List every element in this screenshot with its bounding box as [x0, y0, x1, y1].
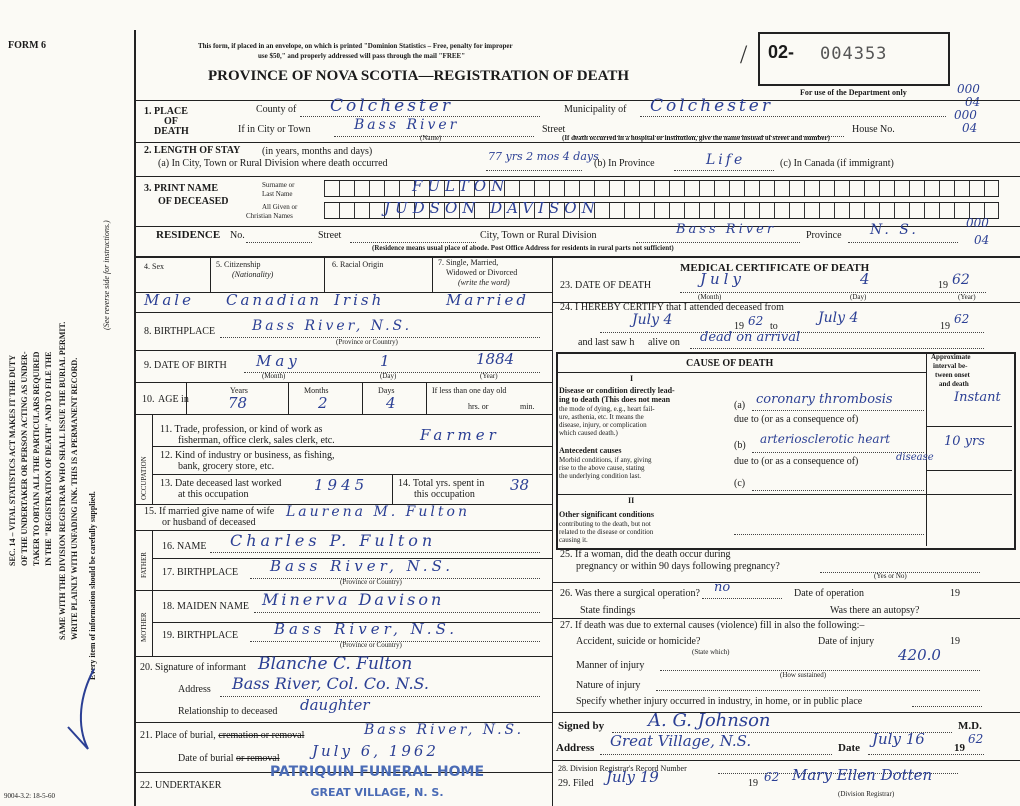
letter-box — [549, 180, 564, 196]
signed-by-value: A. G. Johnson — [648, 710, 771, 731]
letter-box — [654, 202, 669, 218]
letter-box — [609, 180, 624, 196]
residence-no-label: No. — [230, 230, 245, 241]
last-worked-label-1: 13. Date deceased last worked — [160, 478, 282, 489]
trade-label-2: fisherman, office clerk, sales clerk, etc. — [178, 435, 335, 446]
signed-date-value: July 16 — [872, 730, 925, 748]
age-label: AGE in — [158, 394, 189, 405]
city-value: Bass River — [354, 117, 460, 133]
mother-name-label: 18. MAIDEN NAME — [162, 601, 249, 612]
street-label: Street — [542, 124, 566, 135]
age-less-label: If less than one day old — [432, 386, 507, 395]
department-code-2: 04 — [965, 95, 981, 109]
letter-box — [804, 180, 819, 196]
father-birthplace-label: 17. BIRTHPLACE — [162, 567, 239, 578]
cause-b-value: arteriosclerotic heart — [760, 432, 891, 446]
letter-box — [354, 202, 369, 218]
letter-box — [324, 202, 339, 218]
letter-box — [789, 180, 804, 196]
father-name-value: Charles P. Fulton — [230, 531, 437, 550]
last-saw-label: and last saw h — [578, 337, 635, 348]
cause-b-interval: 10 yrs — [944, 434, 985, 449]
form-code: 9004-3.2: 18-5-60 — [4, 792, 55, 800]
state-findings-label: State findings — [580, 605, 636, 616]
letter-box — [924, 180, 939, 196]
letter-box — [879, 180, 894, 196]
stay-units: (in years, months and days) — [262, 146, 373, 157]
antecedent-text-2: Morbid conditions, if any, giving — [559, 456, 652, 464]
rule-place — [134, 142, 1020, 143]
letter-box — [984, 180, 999, 196]
side-instruction-3: TAKER TO OBTAIN ALL THE PARTICULARS REQUIRED — [32, 351, 41, 566]
letter-box — [369, 202, 384, 218]
disease-text-1: Disease or condition directly lead- — [559, 386, 675, 395]
department-code-1: 000 — [957, 82, 980, 96]
letter-box — [699, 202, 714, 218]
letter-box — [954, 180, 969, 196]
specify-label: Specify whether injury occurred in industry, in home, or in public place — [576, 696, 863, 707]
mail-notice-2: use $50," and properly addressed will pass through the mail "FREE" — [258, 52, 466, 60]
letter-box — [684, 180, 699, 196]
county-label: County of — [256, 104, 297, 115]
place-label-3: DEATH — [154, 126, 189, 137]
letter-box — [759, 202, 774, 218]
letter-box — [774, 180, 789, 196]
antecedent-text-1: Antecedent causes — [559, 446, 622, 455]
surname-label-2: Last Name — [262, 190, 293, 198]
letter-box — [879, 202, 894, 218]
letter-box — [744, 202, 759, 218]
physician-address-value: Great Village, N.S. — [610, 732, 752, 750]
residence-note: (Residence means usual place of abode. Post Office Address for residents in rural parts not sufficient) — [372, 244, 674, 252]
death-date-label: 23. DATE OF DEATH — [560, 280, 652, 291]
burial-strike-2: or removal — [236, 753, 280, 764]
spouse-label-1: 15. If married give name of wife — [144, 506, 275, 517]
operation-date-label: Date of operation — [794, 588, 864, 599]
origin-label: 6. Racial Origin — [332, 260, 384, 269]
letter-box — [804, 202, 819, 218]
rule-residence — [134, 256, 1020, 258]
death-year-prefix: 19 — [938, 280, 948, 291]
dob-month-hint: (Month) — [262, 372, 286, 380]
other-conditions-3: related to the disease or condition — [559, 528, 654, 536]
letter-box — [579, 180, 594, 196]
classification-code: 420.0 — [898, 646, 941, 664]
industry-label-2: bank, grocery store, etc. — [178, 461, 275, 472]
filed-label: 29. Filed — [558, 778, 594, 789]
father-birthplace-value: Bass River, N.S. — [270, 557, 455, 575]
signed-year: 62 — [968, 732, 984, 746]
name-label-2: OF DECEASED — [158, 196, 229, 207]
cause-roman-1: I — [630, 374, 634, 383]
total-years-value: 38 — [510, 476, 530, 494]
city-label: If in City or Town — [238, 124, 311, 135]
letter-box — [909, 202, 924, 218]
cause-a-value: coronary thrombosis — [756, 392, 893, 407]
letter-box — [669, 202, 684, 218]
residence-city-label: City, Town or Rural Division — [480, 230, 597, 241]
death-month-hint: (Month) — [698, 293, 722, 301]
stay-a-label: (a) In City, Town or Rural Division where death occurred — [158, 158, 388, 169]
trade-value: Farmer — [420, 426, 500, 444]
accident-label: Accident, suicide or homicide? — [576, 636, 701, 647]
antecedent-text-3: rise to the above cause, stating — [559, 464, 645, 472]
rule-stay — [134, 176, 1020, 177]
surname-value: FULTON — [412, 177, 510, 195]
letter-box — [699, 180, 714, 196]
form-number: FORM 6 — [8, 40, 47, 51]
age-hrs-label: hrs. or — [468, 402, 489, 411]
letter-box — [864, 202, 879, 218]
stay-label: 2. LENGTH OF STAY — [144, 145, 241, 156]
burial-place-label: 21. Place of burial, cremation or removal — [140, 730, 305, 741]
attended-from: July 4 — [632, 312, 673, 328]
interval-label-4: and death — [939, 380, 969, 388]
side-instruction-5: SAME WITH THE DIVISION REGISTRAR WHO SHALL ISSUE THE BURIAL PERMIT. — [58, 321, 67, 640]
division-registrar-hint: (Division Registrar) — [838, 790, 895, 798]
death-year: 62 — [952, 272, 970, 288]
relationship-value: daughter — [300, 696, 370, 714]
age-years-value: 78 — [228, 394, 248, 412]
sex-value: Male — [144, 291, 194, 309]
informant-signature-label: 20. Signature of informant — [140, 662, 247, 673]
residence-code-1: 000 — [966, 216, 989, 230]
disease-text-6: which caused death.) — [559, 429, 618, 437]
age-months-value: 2 — [318, 394, 328, 412]
letter-box — [789, 202, 804, 218]
q25-label-2: pregnancy or within 90 days following pregnancy? — [576, 561, 780, 572]
attended-to-label: to — [770, 321, 778, 332]
letter-box — [849, 180, 864, 196]
q25-label-1: 25. If a woman, did the death occur during — [560, 549, 731, 560]
injury-date-label: Date of injury — [818, 636, 875, 647]
letter-box — [684, 202, 699, 218]
dob-year-hint: (Year) — [480, 372, 498, 380]
stay-b-label: (b) In Province — [594, 158, 655, 169]
industry-label-1: 12. Kind of industry or business, as fishing, — [160, 450, 335, 461]
letter-box — [714, 180, 729, 196]
letter-box — [894, 202, 909, 218]
cause-title: CAUSE OF DEATH — [686, 358, 774, 369]
birthplace-sub: (Province or Country) — [336, 338, 398, 346]
mother-birthplace-sub: (Province or Country) — [340, 641, 402, 649]
city-name-hint: (Name) — [420, 134, 442, 142]
disease-text-4: ure, asthenia, etc. It means the — [559, 413, 644, 421]
spouse-value: Laurena M. Fulton — [286, 504, 470, 520]
letter-box — [744, 180, 759, 196]
marital-label-2: Widowed or Divorced — [446, 268, 518, 277]
dob-month: May — [256, 352, 301, 370]
hospital-note: (If death occurred in a hospital or institution, give the name instead of street and number) — [562, 134, 830, 142]
side-instruction-4: IN THE "REGISTRATION OF DEATH" AND TO FILE THE — [44, 351, 53, 566]
undertaker-label: 22. UNDERTAKER — [140, 780, 222, 791]
letter-box — [354, 180, 369, 196]
filed-year: 62 — [764, 770, 780, 784]
letter-box — [624, 180, 639, 196]
letter-box — [594, 180, 609, 196]
cause-b-label: (b) — [734, 440, 746, 451]
attended-to: July 4 — [818, 310, 859, 326]
department-use-label: For use of the Department only — [800, 88, 907, 97]
stay-a-value: 77 yrs 2 mos 4 days — [488, 150, 599, 163]
municipality-value: Colchester — [650, 96, 773, 116]
residence-city-value: Bass River — [676, 222, 776, 237]
relationship-label: Relationship to deceased — [178, 706, 278, 717]
informant-address: Bass River, Col. Co. N.S. — [232, 674, 430, 693]
age-number: 10. — [142, 394, 155, 405]
cause-a-label: (a) — [734, 400, 746, 411]
death-year-hint: (Year) — [958, 293, 976, 301]
letter-box — [624, 202, 639, 218]
registrar-signature: Mary Ellen Dotten — [792, 766, 933, 784]
letter-box — [849, 202, 864, 218]
physician-address-label: Address — [556, 742, 595, 754]
letter-box — [819, 202, 834, 218]
letter-box — [639, 180, 654, 196]
age-days-value: 4 — [386, 394, 396, 412]
father-birthplace-sub: (Province or Country) — [340, 578, 402, 586]
death-day: 4 — [860, 270, 870, 288]
certify-label: 24. I HEREBY CERTIFY that I attended deceased from — [560, 302, 784, 313]
operation-year-prefix: 19 — [950, 588, 960, 599]
surname-label-1: Surname or — [262, 181, 295, 189]
letter-box — [339, 180, 354, 196]
place-code-2: 04 — [962, 121, 978, 135]
death-month: July — [700, 270, 745, 288]
side-instruction-1: SEC. 14 – VITAL STATISTICS ACT MAKES IT THE DUTY — [8, 354, 17, 566]
spouse-label-2: or husband of deceased — [162, 517, 256, 528]
birthplace-label: 8. BIRTHPLACE — [144, 326, 216, 337]
citizenship-value: Canadian — [226, 291, 323, 309]
disease-text-3: the mode of dying, e.g., heart fail- — [559, 405, 655, 413]
registrar-record-label: 28. Division Registrar's Record Number — [558, 764, 687, 773]
birthplace-value: Bass River, N.S. — [252, 318, 413, 334]
given-label-1: All Given or — [262, 203, 298, 211]
letter-box — [609, 202, 624, 218]
citizenship-label: 5. Citizenship — [216, 260, 261, 269]
cause-due-to-1: due to (or as a consequence of) — [734, 414, 859, 425]
trade-label-1: 11. Trade, profession, or kind of work as — [160, 424, 323, 435]
father-name-label: 16. NAME — [162, 541, 207, 552]
given-label-2: Christian Names — [246, 212, 293, 220]
informant-signature: Blanche C. Fulton — [258, 654, 413, 674]
sex-label: 4. Sex — [144, 262, 164, 271]
disease-text-2: ing to death (This does not mean — [559, 395, 671, 404]
letter-box — [819, 180, 834, 196]
letter-box — [639, 202, 654, 218]
dob-label: 9. DATE OF BIRTH — [144, 360, 227, 371]
mother-birthplace-value: Bass River, N.S. — [274, 620, 459, 638]
side-note: Every item of information should be carefully supplied. — [88, 491, 97, 680]
origin-value: Irish — [334, 291, 385, 309]
letter-box — [894, 180, 909, 196]
burial-date-value: July 6, 1962 — [312, 742, 439, 760]
residence-street-label: Street — [318, 230, 342, 241]
house-label: House No. — [852, 124, 895, 135]
letter-box — [729, 202, 744, 218]
q27-label: 27. If death was due to external causes (violence) fill in also the following:– — [560, 620, 865, 631]
letter-box — [669, 180, 684, 196]
county-value: Colchester — [330, 96, 453, 116]
undertaker-stamp-line-1: PATRIQUIN FUNERAL HOME — [269, 764, 485, 780]
marital-label-3: (write the word) — [458, 278, 510, 287]
attended-to-year: 62 — [954, 312, 970, 326]
cause-c-label: (c) — [734, 478, 746, 489]
letter-box — [759, 180, 774, 196]
attended-from-year-prefix: 19 — [734, 321, 744, 332]
signed-by-label: Signed by — [558, 720, 605, 732]
q26-value: no — [714, 580, 731, 595]
filed-year-prefix: 19 — [748, 778, 758, 789]
letter-box — [714, 202, 729, 218]
side-reverse-note: (See reverse side for instructions.) — [102, 220, 111, 330]
registration-number-box — [758, 32, 950, 86]
cause-roman-2: II — [628, 496, 635, 505]
interval-label-2: interval be- — [933, 362, 968, 370]
stay-b-value: Life — [706, 152, 746, 168]
death-day-hint: (Day) — [850, 293, 867, 301]
letter-box — [909, 180, 924, 196]
letter-box — [384, 180, 399, 196]
other-conditions-4: causing it. — [559, 536, 588, 544]
dob-year: 1884 — [476, 350, 515, 368]
letter-box — [729, 180, 744, 196]
cause-a-interval: Instant — [954, 390, 1001, 405]
citizenship-sub: (Nationality) — [232, 270, 274, 279]
md-label: M.D. — [958, 720, 982, 732]
age-min-label: min. — [520, 402, 535, 411]
state-which-hint: (State which) — [692, 648, 730, 656]
interval-label-1: Approximate — [931, 353, 971, 361]
age-years-label: Years — [230, 386, 248, 395]
attended-from-year: 62 — [748, 314, 764, 328]
residence-label: RESIDENCE — [156, 229, 221, 241]
given-names-value: JUDSON DAVISON — [384, 199, 600, 217]
place-label-1: 1. PLACE — [144, 106, 188, 117]
letter-box — [534, 180, 549, 196]
registration-prefix: 02- — [768, 42, 795, 62]
signed-year-prefix: 19 — [954, 742, 965, 754]
mother-side-label: MOTHER — [140, 612, 148, 642]
rule-top — [134, 100, 1020, 101]
letter-box — [564, 180, 579, 196]
pen-stroke — [62, 665, 102, 755]
letter-box — [654, 180, 669, 196]
q25-yes-no-hint: (Yes or No) — [874, 572, 907, 580]
letter-box — [834, 202, 849, 218]
letter-box — [369, 180, 384, 196]
check-mark: / — [740, 40, 748, 69]
frame-left — [134, 30, 136, 806]
alive-on-label: alive on — [648, 337, 680, 348]
place-label-2: OF — [164, 116, 178, 127]
how-sustained-hint: (How sustained) — [780, 671, 827, 679]
letter-box — [939, 202, 954, 218]
alive-on-value: dead on arrival — [700, 330, 801, 345]
place-code-1: 000 — [954, 108, 977, 122]
letter-box — [519, 180, 534, 196]
side-instruction-2: OF THE UNDERTAKER OR PERSON ACTING AS UNDER- — [20, 351, 29, 566]
stay-c-label: (c) In Canada (if immigrant) — [780, 158, 894, 169]
age-months-label: Months — [304, 386, 329, 395]
autopsy-label: Was there an autopsy? — [830, 605, 920, 616]
registration-number: 004353 — [820, 44, 888, 64]
marital-label-1: 7. Single, Married, — [438, 258, 499, 267]
letter-box — [834, 180, 849, 196]
letter-box — [324, 180, 339, 196]
disease-text-5: disease, injury, or complication — [559, 421, 647, 429]
marital-value: Married — [446, 291, 529, 309]
letter-box — [939, 180, 954, 196]
letter-box — [924, 202, 939, 218]
attended-to-year-prefix: 19 — [940, 321, 950, 332]
mail-notice-1: This form, if placed in an envelope, on which is printed "Dominion Statistics – Free, penalty for improper — [198, 42, 513, 50]
undertaker-stamp-line-2: GREAT VILLAGE, N. S. — [310, 786, 444, 799]
filed-date: July 19 — [606, 768, 659, 786]
mother-name-value: Minerva Davison — [262, 590, 445, 609]
letter-box — [864, 180, 879, 196]
residence-code-2: 04 — [974, 233, 990, 247]
total-years-label-1: 14. Total yrs. spent in — [398, 478, 485, 489]
injury-year-prefix: 19 — [950, 636, 960, 647]
side-instruction-6: WRITE PLAINLY WITH UNFADING INK. THIS IS A PERMANENT RECORD. — [70, 357, 79, 640]
occupation-side-label: OCCUPATION — [140, 456, 148, 500]
medical-certificate-title: MEDICAL CERTIFICATE OF DEATH — [680, 262, 870, 274]
cause-b-continuation: disease — [896, 452, 934, 463]
last-worked-value: 1945 — [314, 476, 369, 494]
dob-day-hint: (Day) — [380, 372, 397, 380]
nature-label: Nature of injury — [576, 680, 641, 691]
letter-box — [339, 202, 354, 218]
antecedent-text-4: the underlying condition last. — [559, 472, 642, 480]
column-divider — [552, 256, 553, 806]
letter-box — [774, 202, 789, 218]
total-years-label-2: this occupation — [414, 489, 475, 500]
q26-label: 26. Was there a surgical operation? — [560, 588, 700, 599]
father-side-label: FATHER — [140, 552, 148, 578]
burial-strike-1: cremation or removal — [218, 730, 305, 741]
name-label-1: 3. PRINT NAME — [144, 183, 218, 194]
letter-box — [969, 180, 984, 196]
age-days-label: Days — [378, 386, 395, 395]
burial-place-value: Bass River, N.S. — [364, 722, 525, 738]
dob-day: 1 — [380, 352, 390, 370]
residence-province-value: N. S. — [870, 222, 919, 238]
residence-province-label: Province — [806, 230, 842, 241]
other-conditions-2: contributing to the death, but not — [559, 520, 651, 528]
other-conditions-1: Other significant conditions — [559, 510, 654, 519]
informant-address-label: Address — [178, 684, 211, 695]
interval-label-3: tween onset — [935, 371, 970, 379]
manner-label: Manner of injury — [576, 660, 645, 671]
signed-date-label: Date — [838, 742, 860, 754]
municipality-label: Municipality of — [564, 104, 627, 115]
form-title: PROVINCE OF NOVA SCOTIA—REGISTRATION OF DEATH — [208, 68, 630, 84]
mother-birthplace-label: 19. BIRTHPLACE — [162, 630, 239, 641]
cause-due-to-2: due to (or as a consequence of) — [734, 456, 859, 467]
last-worked-label-2: at this occupation — [178, 489, 249, 500]
burial-date-label: Date of burial or removal — [178, 753, 280, 764]
